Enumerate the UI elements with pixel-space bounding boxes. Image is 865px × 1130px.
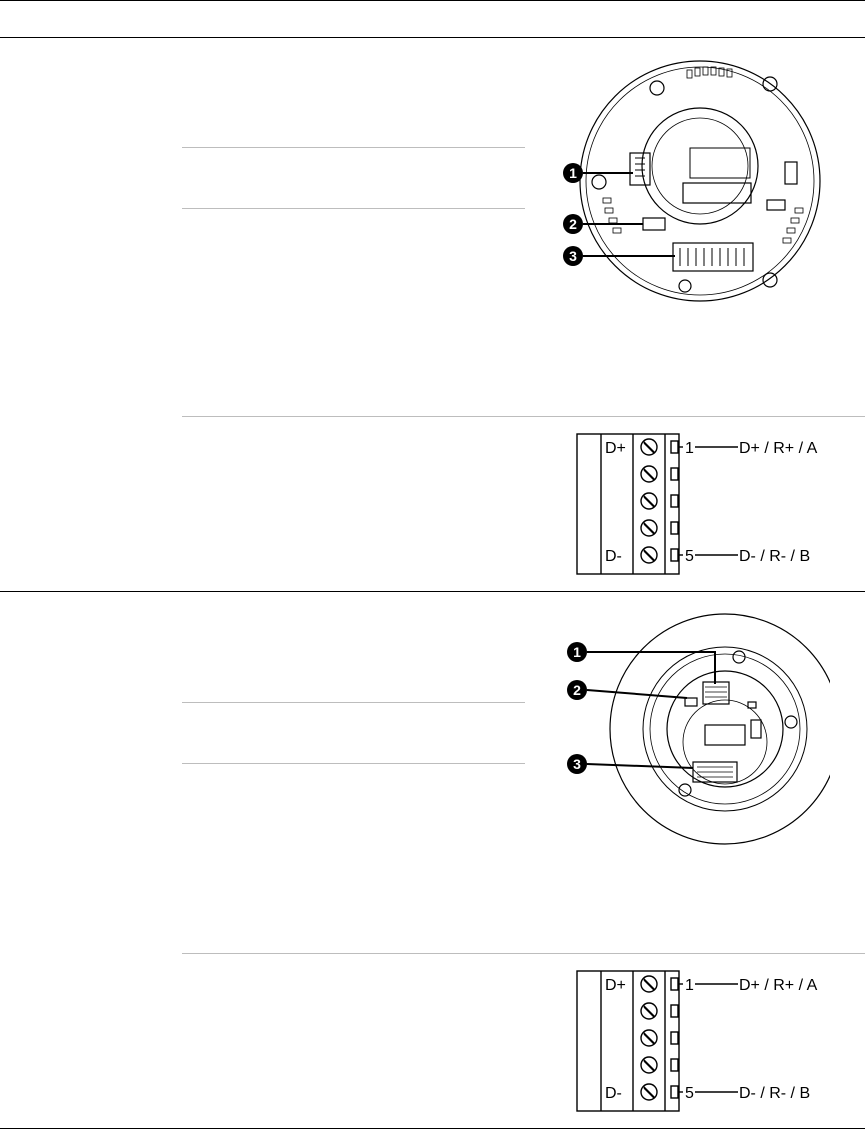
signal-label-top: D+ / R+ / A — [739, 977, 818, 994]
terminal-top-label: D+ — [605, 440, 626, 457]
callout-1: 1 — [569, 165, 577, 181]
callout-3: 3 — [573, 756, 581, 772]
section-1-top-rule — [0, 37, 865, 38]
row-rule-1 — [182, 147, 525, 148]
camera-base-diagram-2 — [555, 612, 830, 847]
signal-label-top: D+ / R+ / A — [739, 440, 818, 457]
row-rule-4 — [182, 702, 525, 703]
callout-3: 3 — [569, 248, 577, 264]
page-top-rule — [0, 0, 865, 1]
row-rule-2 — [182, 208, 525, 209]
section-2-top-rule — [0, 591, 865, 592]
terminal-top-label: D+ — [605, 977, 626, 994]
signal-label-bottom: D- / R- / B — [739, 548, 811, 565]
camera-base-diagram-1 — [555, 58, 830, 308]
rs485-terminal-block-1 — [575, 433, 835, 576]
pin-number-bottom: 5 — [685, 548, 694, 565]
terminal-bottom-label: D- — [605, 548, 622, 565]
row-rule-6 — [182, 953, 865, 954]
pin-number-top: 1 — [685, 977, 694, 994]
row-rule-5 — [182, 763, 525, 764]
pin-number-top: 1 — [685, 440, 694, 457]
rs485-terminal-block-2 — [575, 970, 835, 1113]
pin-number-bottom: 5 — [685, 1085, 694, 1102]
page-bottom-rule — [0, 1128, 865, 1129]
callout-1: 1 — [573, 644, 581, 660]
callout-2: 2 — [569, 216, 577, 232]
terminal-bottom-label: D- — [605, 1085, 622, 1102]
callout-2: 2 — [573, 682, 581, 698]
row-rule-3 — [182, 416, 865, 417]
signal-label-bottom: D- / R- / B — [739, 1085, 811, 1102]
